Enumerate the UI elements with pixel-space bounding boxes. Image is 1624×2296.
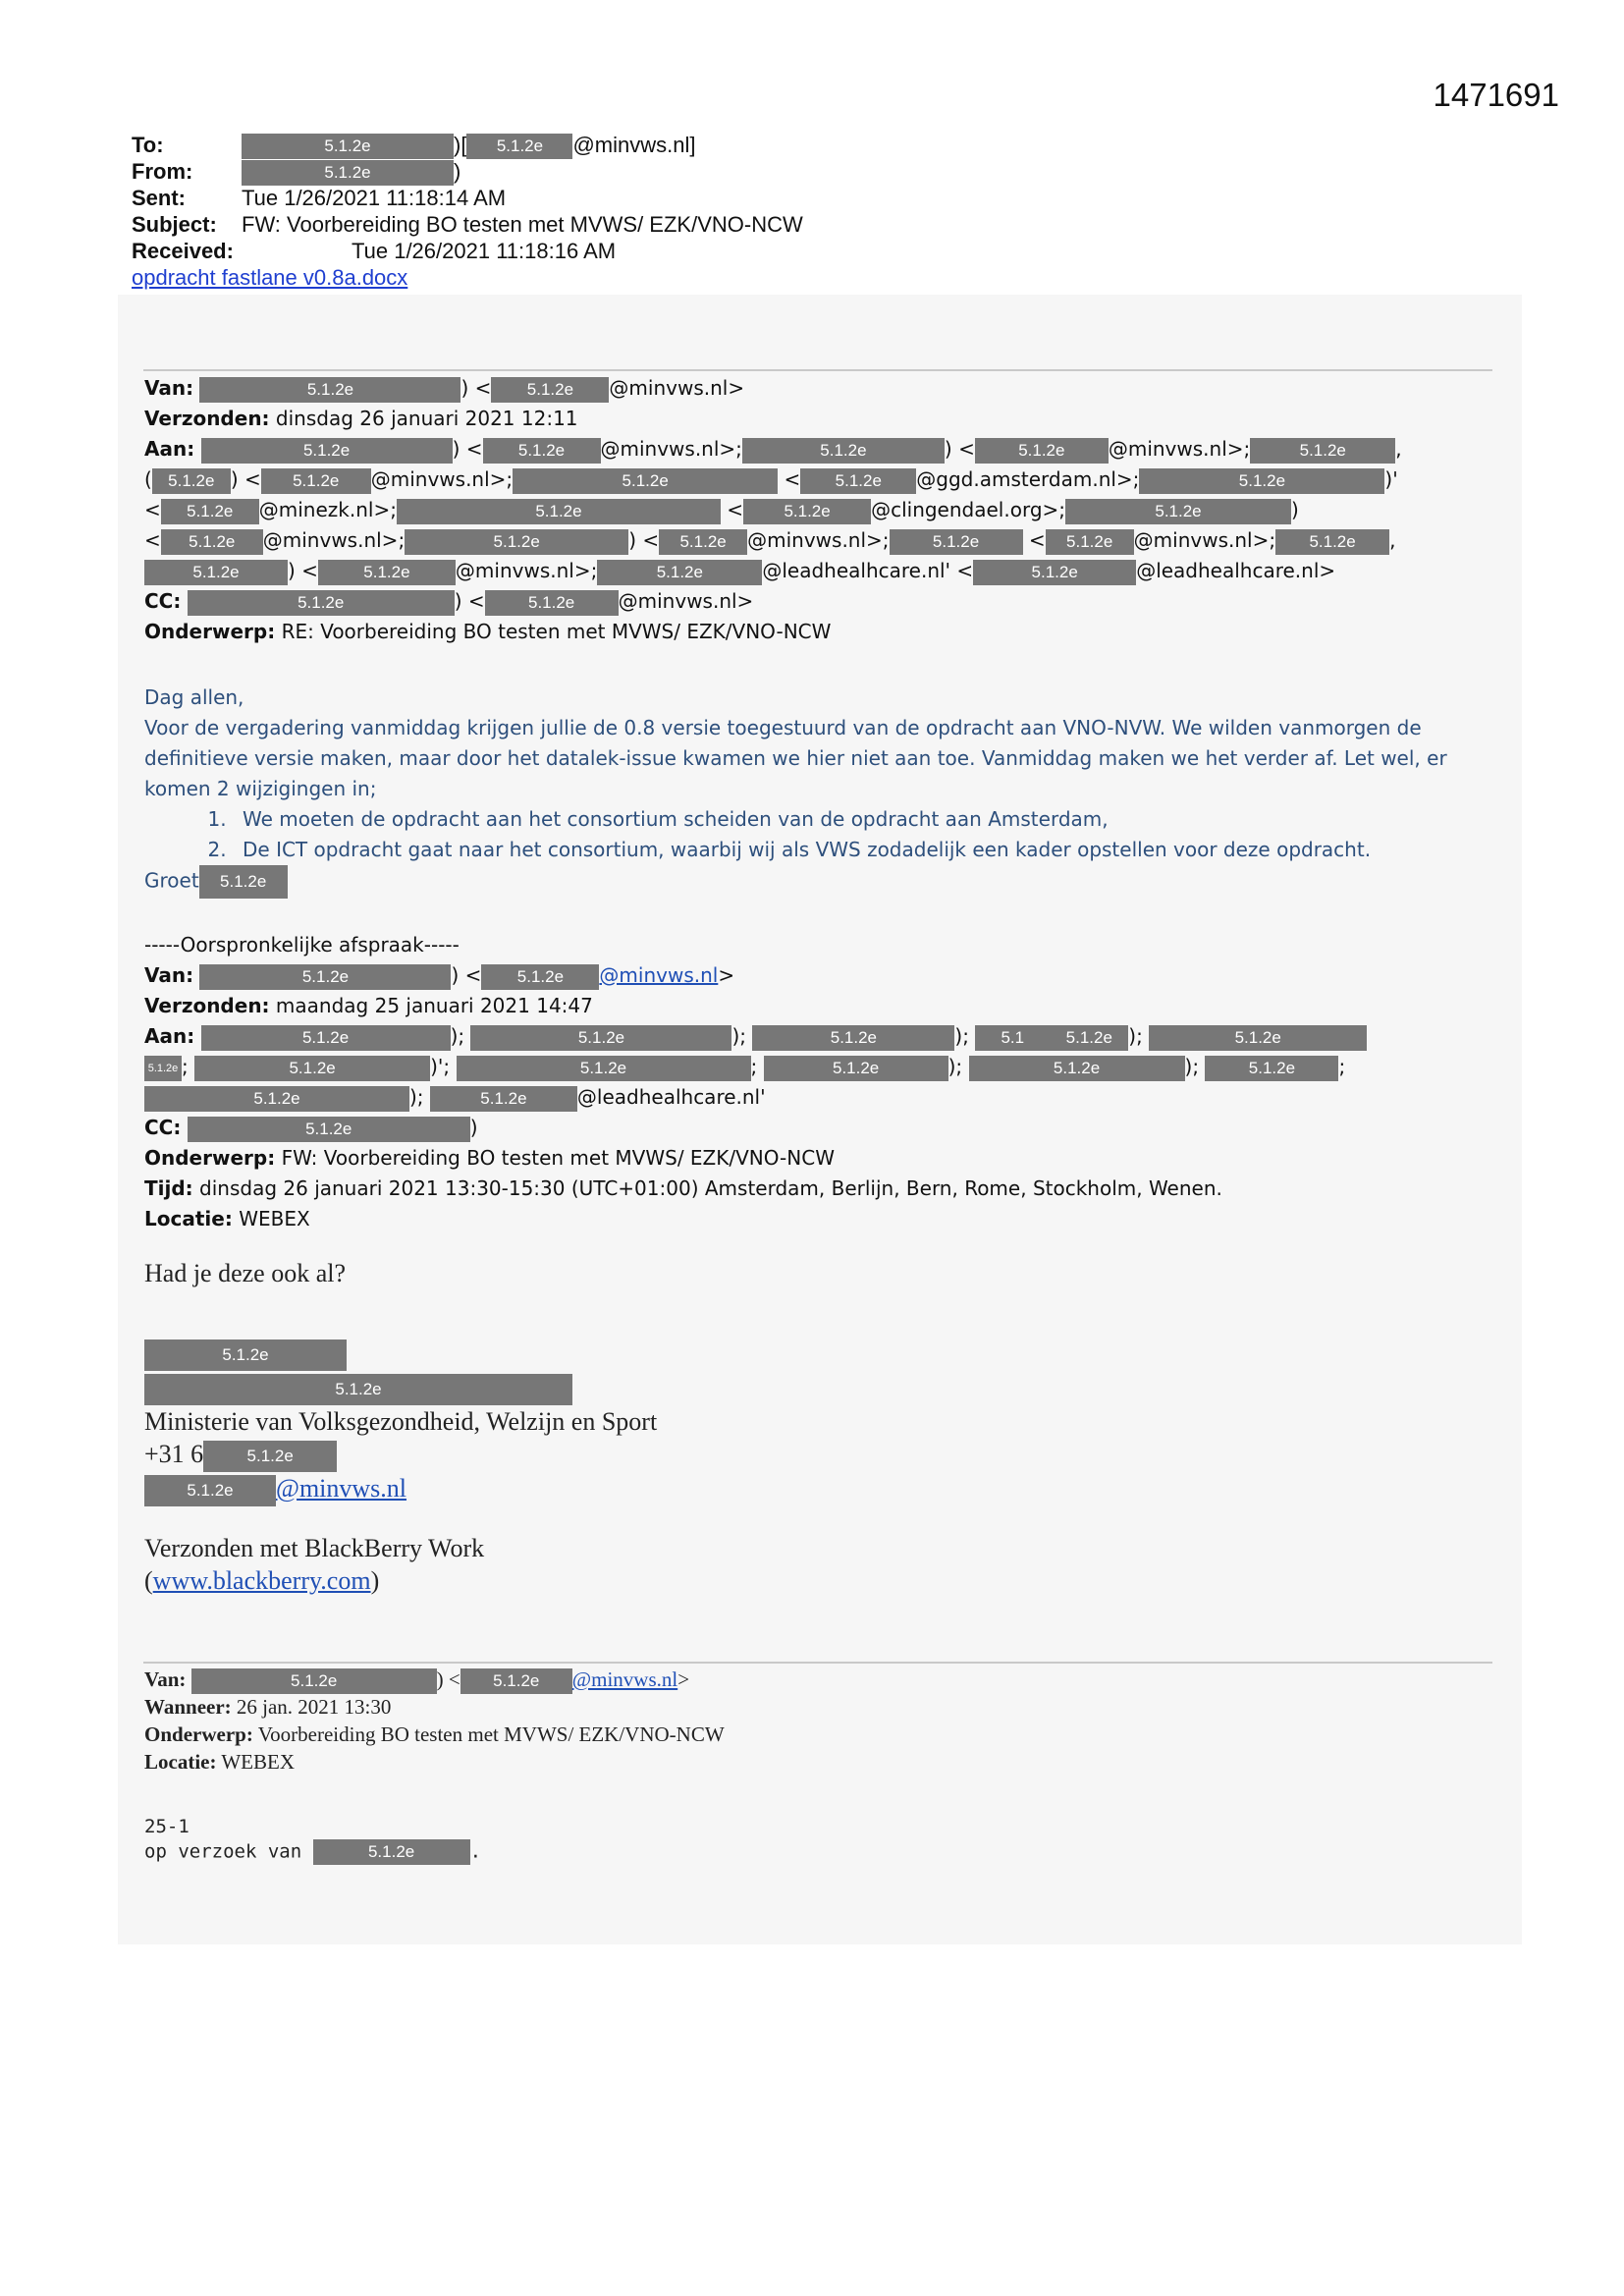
redaction-code: 5.1.2e	[526, 379, 574, 399]
wanneer-label: Wanneer:	[144, 1695, 232, 1719]
redaction	[597, 560, 762, 585]
note-line: 25-1	[144, 1816, 189, 1837]
redaction	[973, 560, 1136, 585]
redaction	[405, 529, 628, 555]
redaction	[1205, 1056, 1338, 1081]
divider	[143, 1662, 1492, 1664]
email-link[interactable]: @minvws.nl	[276, 1474, 407, 1503]
tijd-value: dinsdag 26 januari 2021 13:30-15:30 (UTC+01:00) Amsterdam, Berlijn, Bern, Rome, Stockholm, Wenen.	[199, 1176, 1222, 1200]
reply-body	[144, 683, 1489, 899]
locatie-value: WEBEX	[239, 1207, 310, 1230]
van-label: Van:	[144, 963, 194, 987]
redaction-code: 5.1.2e	[289, 1058, 336, 1077]
blackberry-link[interactable]: www.blackberry.com	[152, 1566, 371, 1596]
redaction-code: 5.1.2e	[189, 531, 236, 551]
redaction	[1149, 1025, 1367, 1051]
redaction	[800, 468, 916, 494]
signature-block: Had je deze ook al? 5.1.2e 5.1.2e Ministerie van Volksgezondheid, Welzijn en Sport +31 6 5.1.2e 5.1.2e @minvws.nl Verzonden met BlackBerry Work (www.blackberry.com)	[144, 1259, 658, 1596]
redaction	[890, 529, 1023, 555]
redaction	[188, 1117, 470, 1142]
redaction	[144, 560, 288, 585]
recipient-domain: @minvws.nl>;	[600, 437, 742, 461]
recipient-domain: @ggd.amsterdam.nl>;	[916, 467, 1140, 491]
van-domain[interactable]: @minvws.nl	[599, 963, 719, 987]
redaction	[397, 499, 721, 524]
redaction-code: 5.1.2e	[305, 1119, 352, 1138]
redaction-code: 5.1.2e	[679, 531, 727, 551]
redaction	[188, 590, 455, 616]
received-value: Tue 1/26/2021 11:18:16 AM	[352, 239, 617, 263]
meeting-note: 25-1 op verzoek van 5.1.2e .	[144, 1815, 481, 1865]
redaction-code: 5.1.2e	[577, 1027, 625, 1047]
redaction	[1065, 499, 1291, 524]
redaction-code: 5.1.2e	[1031, 562, 1078, 581]
redaction-code: 5.1.2e	[246, 1447, 294, 1466]
locatie-value: WEBEX	[221, 1750, 296, 1774]
redaction-code: 5.1.2e	[832, 1058, 880, 1077]
redaction-code: 5.1.2e	[147, 1062, 179, 1074]
redaction-code: 5.1.2e	[306, 379, 354, 399]
redaction-code: 5.1.2e	[622, 470, 669, 490]
list-item: 2. De ICT opdracht gaat naar het consortium, waarbij wij als VWS zodadelijk een kader opstellen voor deze opdracht.	[233, 835, 1489, 865]
redaction-code: 5.1.2e	[656, 562, 703, 581]
redaction	[969, 1056, 1185, 1081]
redaction	[1139, 468, 1384, 494]
sent-with-text: Verzonden met BlackBerry Work	[144, 1534, 485, 1563]
original-appointment: -----Oorspronkelijke afspraak----- Van: 5.1.2e ) < 5.1.2e @minvws.nl> Verzonden: maandag 25 januari 2021 14:47 Aan: 5.1.2e ); 5.1.2e ); 5.1.2e ); 5.1 5.1.2e ); 5.1.2e 5.1.2e ; 5.1.2e )'; 5.1.2e ; 5.1.2e ); 5.1.2e ); 5.1.2e ; 5.1.2e ); 5.1.2e @leadhealhcare.nl' CC: 5.1.2e ) Onderwerp: FW: Voorbereiding BO testen met MVWS/ EZK/VNO-NCW Tijd: dinsdag 26 januari 2021 13:30-15:30 (UTC+01:00) Amsterdam, Berlijn, Bern, Rome, Stockholm, Wenen. Locatie: WEBEX	[144, 930, 1489, 1234]
locatie-label: Locatie:	[144, 1750, 217, 1774]
recipient-domain: @minvws.nl>;	[1133, 528, 1276, 552]
redaction-code: 5.1.2e	[493, 1671, 540, 1691]
redaction	[466, 134, 572, 159]
recipient-domain: @leadhealhcare.nl'	[576, 1085, 766, 1109]
redaction-code: 5.1.2e	[579, 1058, 627, 1077]
redaction	[203, 1441, 337, 1472]
redaction	[161, 499, 259, 524]
redaction	[313, 1839, 470, 1865]
recipient-domain: @minezk.nl>;	[258, 498, 397, 521]
redaction-code: 5.1.2e	[496, 137, 544, 156]
redaction	[242, 134, 454, 159]
redaction	[975, 438, 1109, 464]
redaction	[1050, 1025, 1128, 1051]
redaction-code: 5.1.2e	[301, 966, 350, 986]
redaction	[191, 1668, 437, 1694]
redaction	[430, 1086, 577, 1112]
redaction	[457, 1056, 751, 1081]
redaction-code: 5.1.2e	[187, 501, 234, 520]
recipient-domain: @minvws.nl>;	[1108, 437, 1251, 461]
divider	[143, 369, 1492, 371]
redaction	[152, 468, 231, 494]
redaction-code: 5.1.2e	[187, 1481, 234, 1501]
redaction	[743, 499, 871, 524]
redaction-code: 5.1.2e	[1066, 531, 1113, 551]
recipient-domain: @minvws.nl>;	[370, 467, 514, 491]
redaction-code: 5.1.2e	[1234, 1027, 1281, 1047]
recipient-domain: @leadhealhcare.nl>	[1136, 559, 1336, 582]
redaction-code: 5.1.2e	[367, 1842, 415, 1861]
greeting: Dag allen,	[144, 685, 244, 709]
document-id: 1471691	[1433, 77, 1559, 113]
van-domain: @minvws.nl>	[609, 376, 745, 400]
redaction-code: 5.1.2e	[1238, 470, 1286, 490]
cc-label: CC:	[144, 589, 182, 613]
redaction	[742, 438, 945, 464]
redaction	[161, 529, 263, 555]
onderwerp-label: Onderwerp:	[144, 620, 276, 643]
redaction-code: 5.1.2e	[517, 440, 566, 460]
closing: Groet	[144, 868, 199, 893]
redaction-code: 5.1.2e	[324, 163, 371, 183]
cc-label: CC:	[144, 1116, 182, 1139]
redaction-code: 5.1.2e	[784, 501, 831, 520]
sent-label: Sent:	[132, 186, 186, 210]
redaction-code: 5.1.2e	[335, 1380, 382, 1399]
redaction-code: 5.1.2e	[168, 470, 215, 490]
redaction	[201, 438, 453, 464]
redaction-code: 5.1.2e	[1018, 440, 1065, 460]
redaction	[470, 1025, 731, 1051]
onderwerp-value: FW: Voorbereiding BO testen met MVWS/ EZK/VNO-NCW	[281, 1146, 835, 1170]
onderwerp-value: Voorbereiding BO testen met MVWS/ EZK/VNO-NCW	[257, 1722, 725, 1746]
meeting-header: Van: 5.1.2e ) < 5.1.2e @minvws.nl> Wanneer: 26 jan. 2021 13:30 Onderwerp: Voorbereiding BO testen met MVWS/ EZK/VNO-NCW Locatie: WEBEX	[144, 1667, 725, 1774]
recipient-domain: @clingendael.org>;	[871, 498, 1066, 521]
redaction	[1046, 529, 1134, 555]
recipient-domain: @minvws.nl>;	[747, 528, 890, 552]
redaction-code: 5.1	[1001, 1027, 1025, 1047]
redaction	[144, 1339, 347, 1371]
redaction	[199, 377, 460, 403]
redaction	[483, 438, 601, 464]
redaction	[144, 1374, 572, 1405]
received-label: Received:	[132, 239, 234, 263]
redaction-code: 5.1.2e	[293, 470, 340, 490]
list-item: 1. We moeten de opdracht aan het consortium scheiden van de opdracht aan Amsterdam,	[233, 804, 1489, 835]
redaction	[1250, 438, 1395, 464]
redaction	[199, 865, 288, 899]
onderwerp-value: RE: Voorbereiding BO testen met MVWS/ EZK/VNO-NCW	[281, 620, 832, 643]
redaction	[144, 1086, 409, 1112]
onderwerp-label: Onderwerp:	[144, 1722, 253, 1746]
verzonden-label: Verzonden:	[144, 994, 270, 1017]
redaction-code: 5.1.2e	[516, 966, 565, 986]
note-line: op verzoek van	[144, 1840, 302, 1863]
attachment-link[interactable]: opdracht fastlane v0.8a.docx	[132, 265, 408, 290]
subject-label: Subject:	[132, 212, 217, 237]
to-suffix: @minvws.nl]	[572, 133, 696, 157]
from-label: From:	[132, 159, 193, 184]
verzonden-value: maandag 25 januari 2021 14:47	[275, 994, 593, 1017]
redaction	[460, 1668, 572, 1694]
redaction	[764, 1056, 948, 1081]
recipient-domain: @minvws.nl>;	[262, 528, 406, 552]
redaction-code: 5.1.2e	[222, 1345, 269, 1365]
onderwerp-label: Onderwerp:	[144, 1146, 276, 1170]
van-domain[interactable]: @minvws.nl	[571, 1667, 678, 1691]
redaction-code: 5.1.2e	[302, 440, 351, 460]
redaction-code: 5.1.2e	[835, 470, 882, 490]
redaction-code: 5.1.2e	[298, 592, 345, 612]
van-label: Van:	[144, 1667, 187, 1691]
subject-value: FW: Voorbereiding BO testen met MVWS/ EZK/VNO-NCW	[242, 212, 803, 237]
separator-text: -----Oorspronkelijke afspraak-----	[144, 933, 460, 957]
to-label: To:	[132, 133, 164, 157]
redaction-code: 5.1.2e	[1299, 440, 1346, 460]
recipient-domain: @minvws.nl>;	[455, 559, 598, 582]
redaction-code: 5.1.2e	[253, 1088, 300, 1108]
redaction-code: 5.1.2e	[192, 562, 240, 581]
redaction-code: 5.1.2e	[220, 872, 267, 891]
redaction-code: 5.1.2e	[363, 562, 410, 581]
redaction	[144, 1056, 182, 1081]
redaction	[485, 590, 619, 616]
redaction-code: 5.1.2e	[820, 440, 867, 460]
redaction	[242, 160, 454, 186]
redaction	[659, 529, 747, 555]
redaction	[975, 1025, 1050, 1051]
redaction	[144, 1475, 276, 1506]
van-label: Van:	[144, 376, 194, 400]
redaction	[199, 964, 451, 990]
redaction	[481, 964, 599, 990]
redaction-code: 5.1.2e	[535, 501, 582, 520]
redaction	[261, 468, 371, 494]
verzonden-value: dinsdag 26 januari 2021 12:11	[275, 407, 578, 430]
redaction-code: 5.1.2e	[493, 531, 540, 551]
redaction	[513, 468, 778, 494]
redaction	[318, 560, 456, 585]
verzonden-label: Verzonden:	[144, 407, 270, 430]
redaction-code: 5.1.2e	[291, 1671, 338, 1691]
redaction-code: 5.1.2e	[301, 1027, 350, 1047]
redaction-code: 5.1.2e	[1065, 1027, 1112, 1047]
aan-label: Aan:	[144, 437, 195, 461]
aan-label: Aan:	[144, 1024, 195, 1048]
tijd-label: Tijd:	[144, 1176, 193, 1200]
cc-domain: @minvws.nl>	[618, 589, 754, 613]
redaction	[201, 1025, 451, 1051]
redaction-code: 5.1.2e	[1248, 1058, 1296, 1077]
redaction-code: 5.1.2e	[1053, 1058, 1101, 1077]
redaction-code: 5.1.2e	[528, 592, 575, 612]
redaction-code: 5.1.2e	[1309, 531, 1356, 551]
wanneer-value: 26 jan. 2021 13:30	[236, 1695, 392, 1719]
redaction	[752, 1025, 954, 1051]
body-paragraph: Voor de vergadering vanmiddag krijgen jullie de 0.8 versie toegestuurd van de opdracht aan VNO-NVW. We wilden vanmorgen de definitieve versie maken, maar door het datalek-issue kwamen we hier niet aan toe. Vanmiddag maken we het verder af. Let wel, er komen 2 wijzigingen in;	[144, 716, 1447, 800]
ministry-name: Ministerie van Volksgezondheid, Welzijn en Sport	[144, 1407, 658, 1437]
phone-prefix: +31 6	[144, 1440, 204, 1469]
outer-email-header: To: 5.1.2e )[ 5.1.2e @minvws.nl] From: 5.1.2e ) Sent: Tue 1/26/2021 11:18:14 AM Subject: FW: Voorbereiding BO testen met MVWS/ EZK/VNO-NCW Received: Tue 1/26/2021 11:18:16 AM opdracht fastlane v0.8a.docx	[132, 133, 803, 290]
change-list	[144, 804, 1489, 865]
redaction	[1275, 529, 1389, 555]
locatie-label: Locatie:	[144, 1207, 233, 1230]
redaction-code: 5.1.2e	[932, 531, 980, 551]
redaction	[194, 1056, 430, 1081]
redaction-code: 5.1.2e	[1155, 501, 1202, 520]
redaction-code: 5.1.2e	[830, 1027, 878, 1047]
reply-email-header: Van: 5.1.2e ) < 5.1.2e @minvws.nl> Verzonden: dinsdag 26 januari 2021 12:11 Aan: 5.1.2e ) < 5.1.2e @minvws.nl>; 5.1.2e ) < 5.1.2e @minvws.nl>; 5.1.2e , ( 5.1.2e ) < 5.1.2e @minvws.nl>; 5.1.2e < 5.1.2e @ggd.amsterdam.nl>; 5.1.2e )' < 5.1.2e @minezk.nl>; 5.1.2e < 5.1.2e @clingendael.org>; 5.1.2e ) < 5.1.2e @minvws.nl>; 5.1.2e ) < 5.1.2e @minvws.nl>; 5.1.2e < 5.1.2e @minvws.nl>; 5.1.2e , 5.1.2e ) < 5.1.2e @minvws.nl>; 5.1.2e @leadhealhcare.nl' < 5.1.2e @leadhealhcare.nl> CC: 5.1.2e ) < 5.1.2e @minvws.nl> Onderwerp: RE: Voorbereiding BO testen met MVWS/ EZK/VNO-NCW	[144, 376, 1402, 643]
recipient-domain: @leadhealhcare.nl'	[762, 559, 951, 582]
question-text: Had je deze ook al?	[144, 1259, 347, 1287]
redaction-code: 5.1.2e	[324, 137, 371, 156]
sent-value: Tue 1/26/2021 11:18:14 AM	[242, 186, 507, 210]
redaction-code: 5.1.2e	[480, 1088, 527, 1108]
redaction	[491, 377, 609, 403]
